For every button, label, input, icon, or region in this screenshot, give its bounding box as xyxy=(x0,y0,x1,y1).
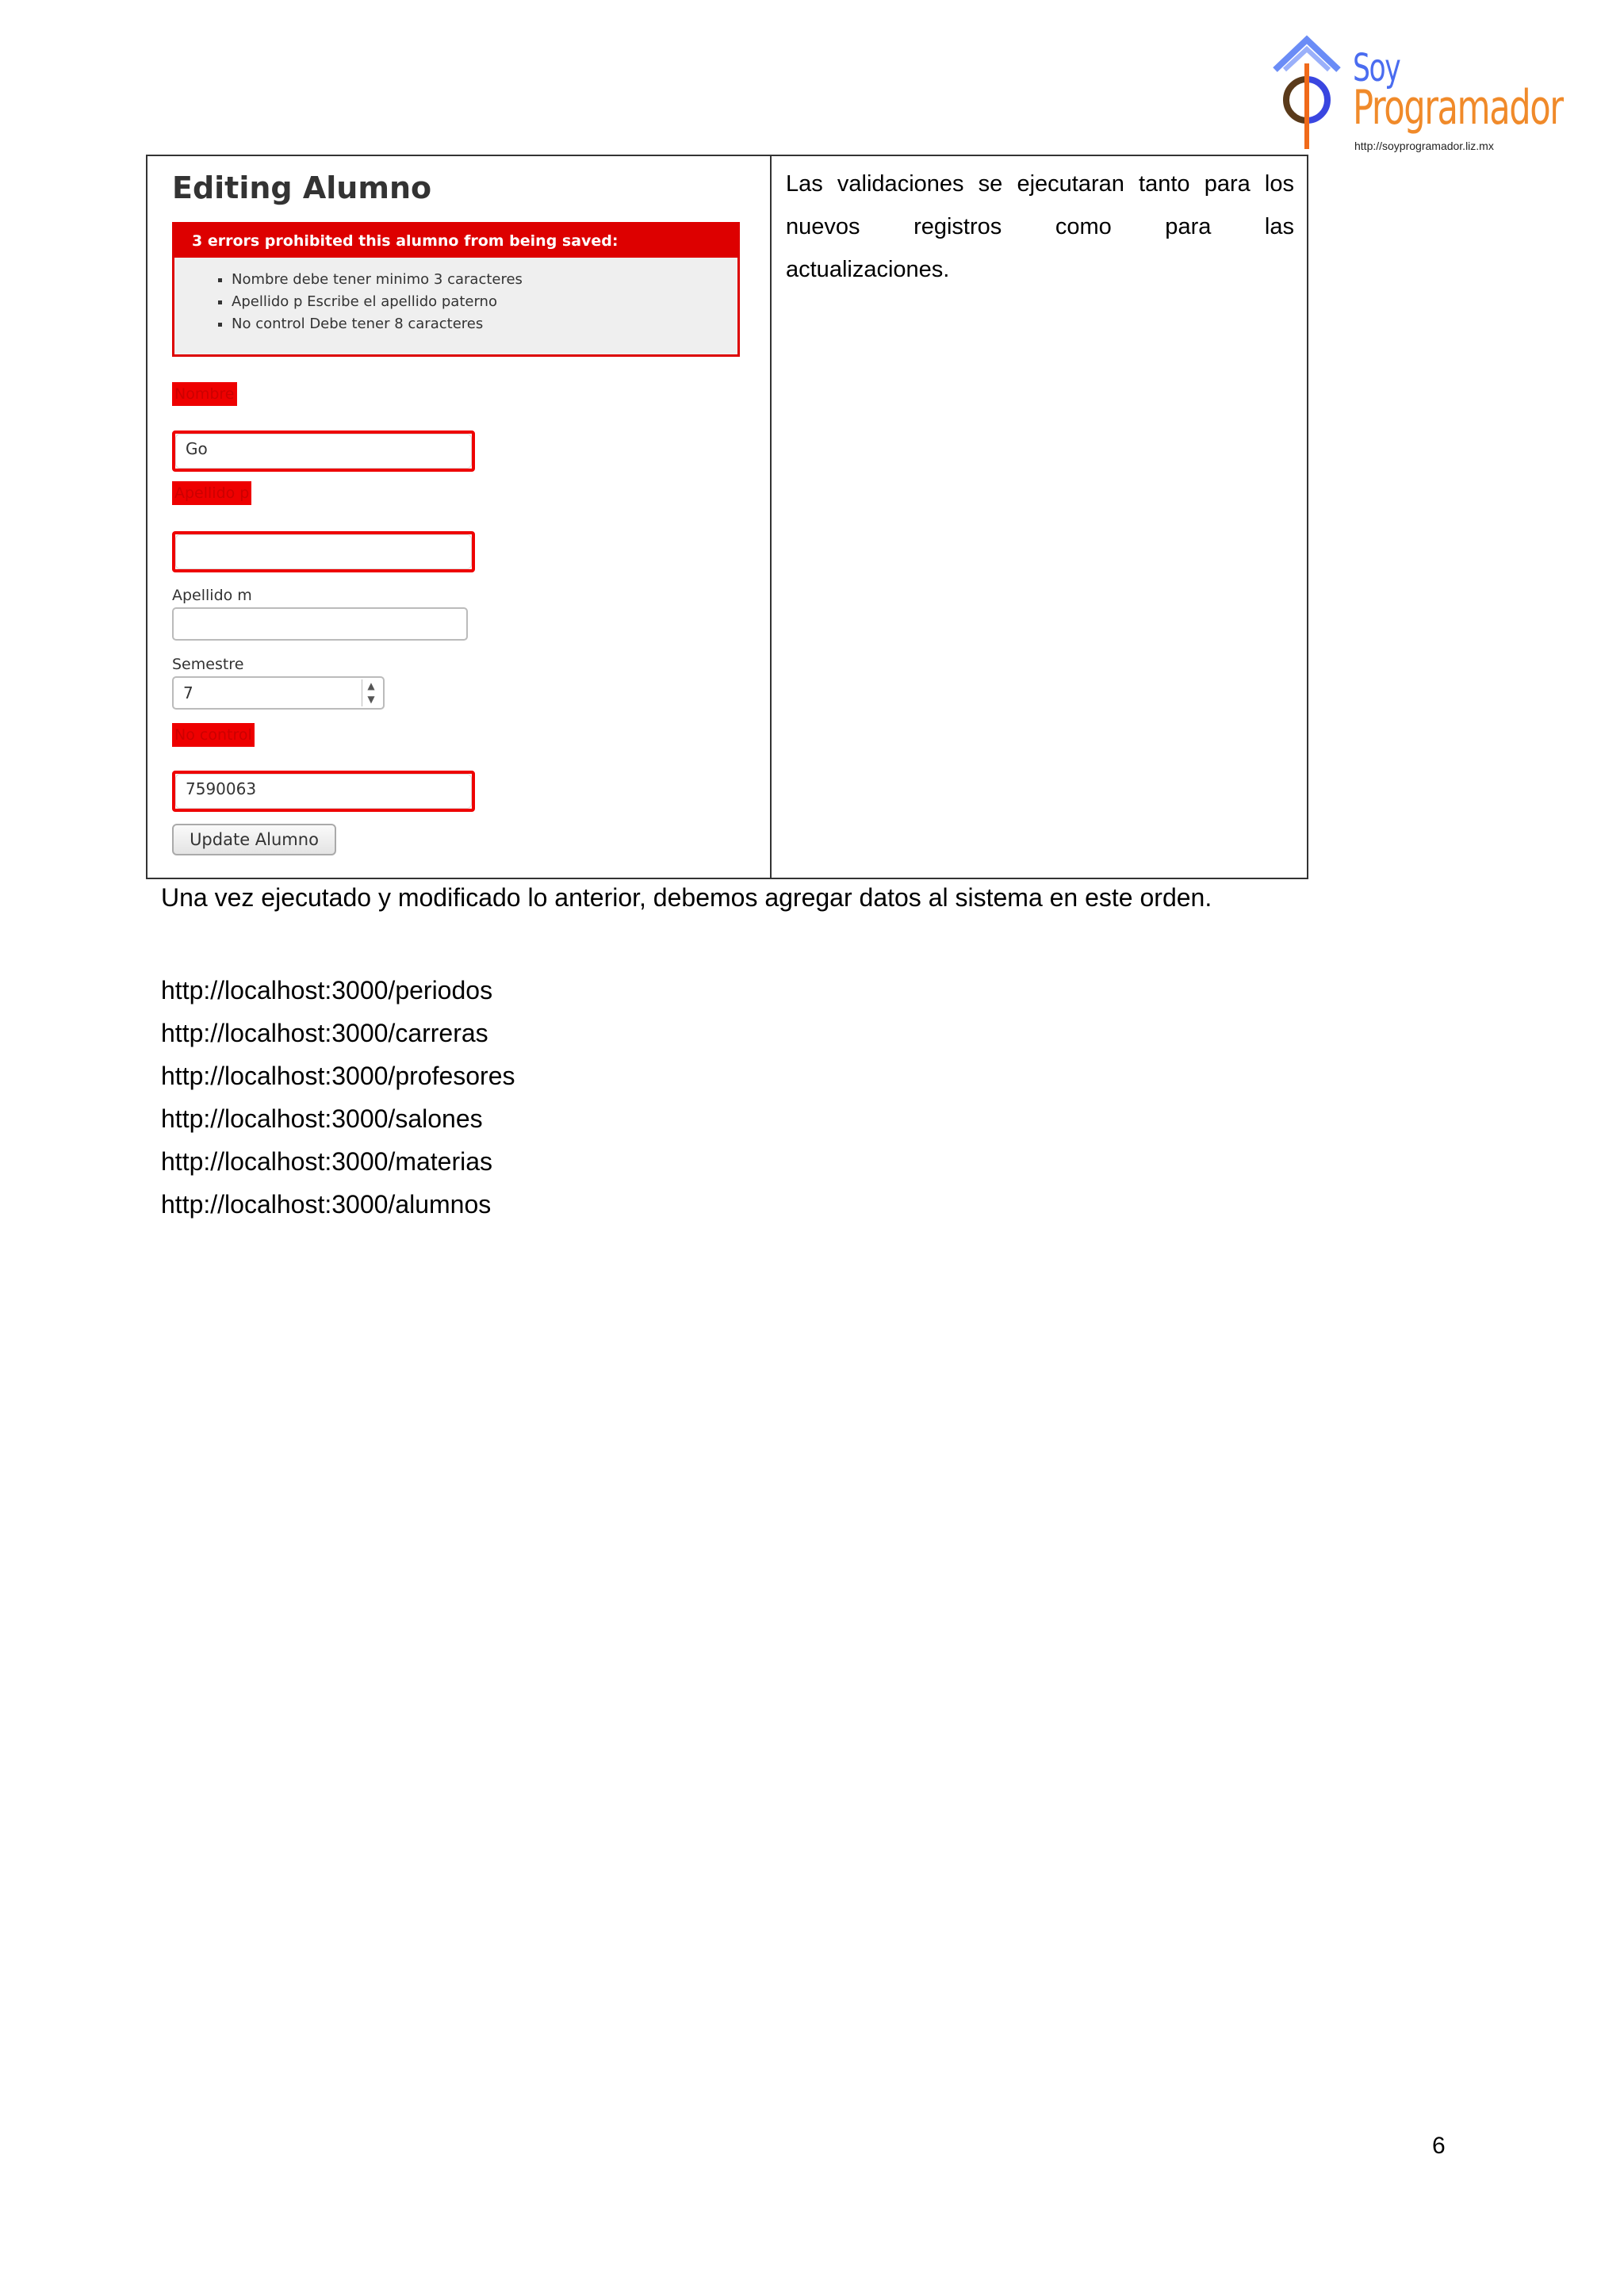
table-cell-text xyxy=(772,156,1307,878)
error-item: ▪ No control Debe tener 8 caracteres xyxy=(232,313,737,335)
error-header: 3 errors prohibited this alumno from being saved: xyxy=(174,224,737,258)
logo-programador-text: Programador xyxy=(1353,80,1563,136)
error-item: ▪ Apellido p Escribe el apellido paterno xyxy=(232,291,737,313)
update-alumno-button[interactable]: Update Alumno xyxy=(172,824,336,855)
cell-paragraph xyxy=(786,163,1294,291)
page-number: 6 xyxy=(1432,2133,1446,2159)
cell-line-1: Las validaciones se ejecutaran tanto para los xyxy=(786,171,1294,197)
url-alumnos[interactable]: http://localhost:3000/alumnos xyxy=(161,1190,492,1219)
logo-url: http://soyprogramador.liz.mx xyxy=(1354,140,1494,152)
nombre-input[interactable] xyxy=(172,430,475,472)
nombre-label: Nombre xyxy=(172,382,237,406)
no-control-input-value: 7590063 xyxy=(175,774,472,809)
house-logo-icon xyxy=(1267,32,1354,151)
cell-line-2: nuevos registros como para las xyxy=(786,214,1294,239)
body-paragraph: Una vez ejecutado y modificado lo anterior, debemos agregar datos al sistema en este orden. xyxy=(161,883,1212,912)
semestre-input[interactable] xyxy=(172,676,385,710)
url-periodos[interactable]: http://localhost:3000/periodos xyxy=(161,976,493,1004)
error-explanation xyxy=(172,222,740,357)
url-materias[interactable]: http://localhost:3000/materias xyxy=(161,1147,493,1176)
cell-line-3: actualizaciones. xyxy=(786,257,950,282)
semestre-label: Semestre xyxy=(172,656,244,673)
url-profesores[interactable]: http://localhost:3000/profesores xyxy=(161,1062,515,1090)
apellido-p-input[interactable] xyxy=(172,531,475,572)
url-carreras[interactable]: http://localhost:3000/carreras xyxy=(161,1019,488,1047)
no-control-label: No control xyxy=(172,723,255,747)
url-salones[interactable]: http://localhost:3000/salones xyxy=(161,1104,483,1133)
logo xyxy=(1267,32,1563,159)
semestre-value: 7 xyxy=(183,683,193,702)
logo-soy-text: Soy xyxy=(1353,46,1400,90)
form-title: Editing Alumno xyxy=(172,170,432,205)
apellido-m-input[interactable] xyxy=(172,607,468,641)
error-item: ▪ Nombre debe tener minimo 3 caracteres xyxy=(232,269,737,291)
content-table xyxy=(146,155,1308,879)
no-control-input[interactable] xyxy=(172,771,475,812)
spinner-arrows-icon[interactable]: ▲ ▼ xyxy=(362,679,380,706)
apellido-p-input-value xyxy=(175,534,472,569)
apellido-m-label: Apellido m xyxy=(172,587,252,604)
embedded-screenshot xyxy=(147,156,770,878)
apellido-p-label: Apellido p xyxy=(172,481,251,505)
error-list xyxy=(174,269,737,335)
nombre-input-value: Go xyxy=(175,434,472,469)
url-list xyxy=(161,969,515,1226)
table-cell-screenshot xyxy=(147,156,772,878)
